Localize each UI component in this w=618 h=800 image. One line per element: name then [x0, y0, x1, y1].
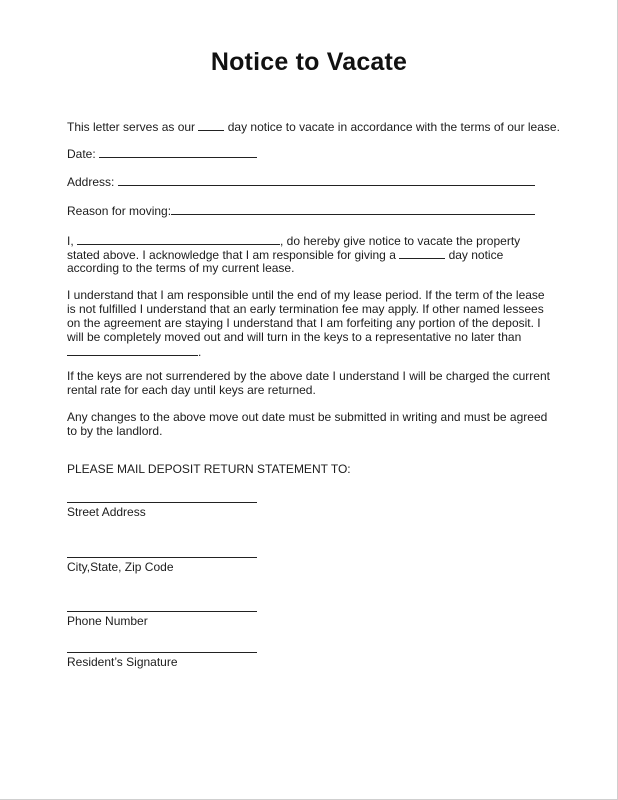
notice-line-1: [67, 234, 520, 248]
date-line: [67, 147, 257, 161]
changes-line-2: to by the landlord.: [67, 424, 163, 438]
city-state-zip-field[interactable]: [67, 557, 257, 558]
lease-line-2: is not fulfilled I understand that an early termination fee may apply. If other named lessees: [67, 302, 544, 316]
lease-line-3: on the agreement are staying I understand that I am forfeiting any portion of the deposit. I: [67, 316, 541, 330]
resident-name-field[interactable]: [77, 234, 280, 245]
notice-line-2-end: day notice: [448, 248, 504, 262]
move-out-date-field[interactable]: [67, 345, 198, 356]
address-label: Address:: [67, 175, 115, 189]
notice-line-2: [67, 248, 503, 262]
reason-field[interactable]: [171, 204, 535, 215]
address-line: [67, 175, 535, 189]
intro-text-start: This letter serves as our: [67, 120, 196, 134]
notice-days-blank[interactable]: [198, 120, 224, 131]
signature-field[interactable]: [67, 652, 257, 653]
page-title: Notice to Vacate: [210, 48, 408, 76]
reason-line: [67, 204, 535, 218]
lease-line-1: I understand that I am responsible until the end of my lease period. If the term of the lease: [67, 288, 545, 302]
notice-line-2-start: stated above. I acknowledge that I am responsible for giving a: [67, 248, 396, 262]
street-address-label: Street Address: [67, 505, 146, 519]
notice-line-3: according to the terms of my current lease.: [67, 261, 295, 275]
date-field[interactable]: [99, 147, 257, 158]
street-address-field[interactable]: [67, 502, 257, 503]
phone-number-field[interactable]: [67, 611, 257, 612]
notice-i-label: I,: [67, 234, 74, 248]
reason-label: Reason for moving:: [67, 204, 172, 218]
city-state-zip-label: City,State, Zip Code: [67, 560, 174, 574]
intro-line: [67, 120, 560, 134]
keys-line-1: If the keys are not surrendered by the above date I understand I will be charged the current: [67, 369, 550, 383]
lease-line-4: will be completely moved out and will turn in the keys to a representative no later than: [67, 330, 522, 344]
notice-period-blank[interactable]: [399, 248, 445, 259]
keys-line-2: rental rate for each day until keys are returned.: [67, 383, 316, 397]
notice-line-1-end: , do hereby give notice to vacate the property: [280, 234, 521, 248]
lease-line-5-end: .: [198, 345, 202, 359]
intro-text-end: day notice to vacate in accordance with the terms of our lease.: [227, 120, 560, 134]
changes-line-1: Any changes to the above move out date must be submitted in writing and must be agreed: [67, 410, 548, 424]
signature-label: Resident’s Signature: [67, 655, 178, 669]
lease-line-5: [67, 345, 201, 359]
address-field[interactable]: [118, 175, 535, 186]
date-label: Date:: [67, 147, 96, 161]
mail-heading: PLEASE MAIL DEPOSIT RETURN STATEMENT TO:: [67, 462, 351, 476]
phone-number-label: Phone Number: [67, 614, 148, 628]
